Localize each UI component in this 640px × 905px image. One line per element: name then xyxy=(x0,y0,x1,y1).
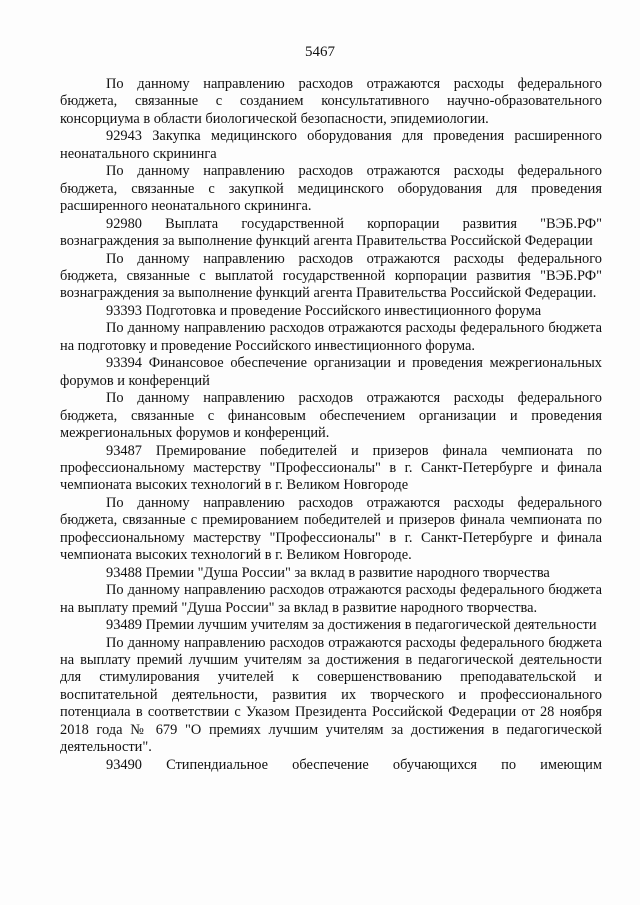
paragraph: По данному направлению расходов отражаются расходы федерального бюджета, связанные с премированием победителей и призеров финала чемпионата по профессиональному мастерству "Профессионалы" в г. Санкт-Петербурге и финала чемпионата высоких технологий в г. Великом Новгороде. xyxy=(60,494,602,564)
section-heading: 93488 Премии "Душа России" за вклад в развитие народного творчества xyxy=(106,564,550,581)
section-heading: 92980 Выплата государственной корпорации развития "ВЭБ.РФ" вознаграждения за выполнение функций агента Правительства Российской Федерации xyxy=(60,215,602,250)
paragraph: По данному направлению расходов отражаются расходы федерального бюджета на выплату премий лучшим учителям за достижения в педагогической деятельности для стимулирования учителей к совершенствованию преподавательской и воспитательной деятельности, развития их творческого и профессионального потенциала в соответствии с Указом Президента Российской Федерации от 28 ноября 2018 года № 679 "О премиях лучшим учителям за достижения в педагогической деятельности". xyxy=(60,634,602,756)
paragraph: По данному направлению расходов отражаются расходы федерального бюджета на выплату премий "Душа России" за вклад в развитие народного творчества. xyxy=(60,582,602,616)
paragraph: По данному направлению расходов отражаются расходы федерального бюджета, связанные с выплатой государственной корпорации развития "ВЭБ.РФ" вознаграждения за выполнение функций агента Правительства Российской Федерации. xyxy=(60,250,602,302)
document-body xyxy=(60,76,602,774)
paragraph: По данному направлению расходов отражаются расходы федерального бюджета, связанные с закупкой медицинского оборудования для проведения расширенного неонатального скрининга. xyxy=(60,163,602,215)
paragraph: По данному направлению расходов отражаются расходы федерального бюджета, связанные с созданием консультативного научно-образовательного консорциума в области биологической безопасности, эпидемиологии. xyxy=(60,76,602,127)
paragraph: По данному направлению расходов отражаются расходы федерального бюджета, связанные с финансовым обеспечением организации и проведения межрегиональных форумов и конференций. xyxy=(60,390,602,442)
section-heading: 93490 Стипендиальное обеспечение обучающихся по имеющим xyxy=(106,756,602,773)
section-heading: 93394 Финансовое обеспечение организации и проведения межрегиональных форумов и конференций xyxy=(60,355,602,389)
section-heading: 92943 Закупка медицинского оборудования для проведения расширенного неонатального скрининга xyxy=(60,128,602,162)
section-heading: 93393 Подготовка и проведение Российского инвестиционного форума xyxy=(106,302,542,319)
section-heading: 93487 Премирование победителей и призеров финала чемпионата по профессиональному мастерству "Профессионалы" в г. Санкт-Петербурге и финала чемпионата высоких технологий в г. Великом Новгороде xyxy=(60,442,602,494)
paragraph: По данному направлению расходов отражаются расходы федерального бюджета на подготовку и проведение Российского инвестиционного форума. xyxy=(60,320,602,354)
section-heading: 93489 Премии лучшим учителям за достижения в педагогической деятельности xyxy=(106,617,597,634)
page-number: 5467 xyxy=(305,44,335,60)
